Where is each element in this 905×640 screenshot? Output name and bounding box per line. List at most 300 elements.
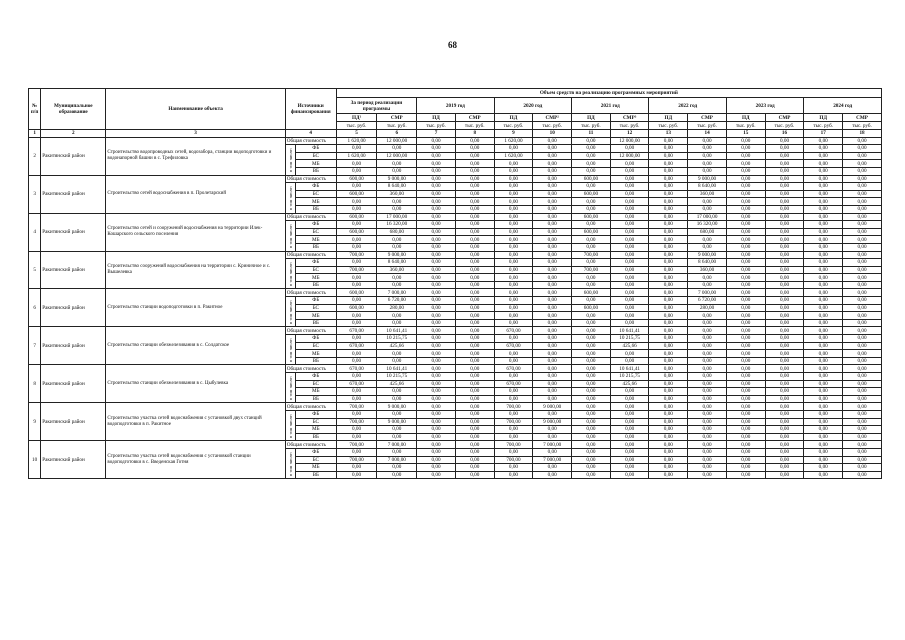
amount-cell: 0,00 xyxy=(572,448,611,456)
amount-cell: 0,00 xyxy=(804,456,843,464)
amount-cell: 0,00 xyxy=(804,145,843,153)
project-number: 4 xyxy=(29,213,41,251)
amount-cell: 0,00 xyxy=(610,175,649,183)
amount-cell: 0,00 xyxy=(843,335,882,343)
amount-cell: 0,00 xyxy=(804,342,843,350)
amount-cell: 0,00 xyxy=(688,281,727,289)
amount-cell: 0,00 xyxy=(765,152,804,160)
amount-cell: 0,00 xyxy=(804,259,843,267)
object-name-cell: Строительство сетей и сооружений водоснабжения на территории Илек-Кошарского сельского поселения xyxy=(106,213,285,251)
municipality-cell: Ракитянский район xyxy=(41,441,106,479)
amount-cell: 0,00 xyxy=(455,388,494,396)
amount-cell: 700,00 xyxy=(336,266,377,274)
amount-cell: 0,00 xyxy=(649,190,688,198)
amount-cell: 0,00 xyxy=(377,471,417,479)
amount-cell: 0,00 xyxy=(494,167,533,175)
amount-cell: 0,00 xyxy=(688,448,727,456)
amount-cell: 0,00 xyxy=(572,167,611,175)
amount-cell: 0,00 xyxy=(688,342,727,350)
amount-cell: 0,00 xyxy=(610,236,649,244)
amount-cell: 0,00 xyxy=(572,145,611,153)
amount-cell: 0,00 xyxy=(804,426,843,434)
source-label: МБ xyxy=(295,274,336,282)
amount-cell: 0,00 xyxy=(649,281,688,289)
amount-cell: 0,00 xyxy=(726,319,765,327)
amount-cell: 0,00 xyxy=(843,221,882,229)
amount-cell: 0,00 xyxy=(455,198,494,206)
amount-cell: 0,00 xyxy=(494,448,533,456)
amount-cell: 10 641,41 xyxy=(610,365,649,373)
amount-cell: 0,00 xyxy=(455,357,494,365)
amount-cell: 600,00 xyxy=(336,289,377,297)
header-municipality: Муниципальное образование xyxy=(41,89,106,130)
amount-cell: 7 000,00 xyxy=(533,441,572,449)
amount-cell: 0,00 xyxy=(572,319,611,327)
amount-cell: 0,00 xyxy=(649,183,688,191)
column-number: 2 xyxy=(41,130,106,138)
amount-cell: 0,00 xyxy=(494,236,533,244)
amount-cell: 600,00 xyxy=(336,190,377,198)
amount-cell: 0,00 xyxy=(455,380,494,388)
amount-cell: 0,00 xyxy=(688,274,727,282)
amount-cell: 0,00 xyxy=(336,145,377,153)
amount-cell: 0,00 xyxy=(649,410,688,418)
amount-cell: 0,00 xyxy=(804,175,843,183)
amount-cell: 0,00 xyxy=(726,160,765,168)
source-label: МБ xyxy=(295,160,336,168)
amount-cell: 0,00 xyxy=(572,395,611,403)
column-number: 1 xyxy=(29,130,41,138)
amount-cell: 360,00 xyxy=(688,190,727,198)
amount-cell: 0,00 xyxy=(610,145,649,153)
header-unit: тыс. руб. xyxy=(843,122,882,130)
amount-cell: 0,00 xyxy=(572,433,611,441)
amount-cell: 0,00 xyxy=(843,433,882,441)
amount-cell: 0,00 xyxy=(649,403,688,411)
amount-cell: 0,00 xyxy=(455,426,494,434)
including-text: в том числе: xyxy=(287,261,293,286)
amount-cell: 0,00 xyxy=(455,152,494,160)
source-label: ФБ xyxy=(295,335,336,343)
amount-cell: 670,00 xyxy=(494,327,533,335)
amount-cell: 670,00 xyxy=(336,365,377,373)
amount-cell: 0,00 xyxy=(804,183,843,191)
including-label xyxy=(285,183,295,213)
amount-cell: 0,00 xyxy=(804,236,843,244)
amount-cell: 0,00 xyxy=(494,319,533,327)
amount-cell: 0,00 xyxy=(726,312,765,320)
including-text: в том числе: xyxy=(287,337,293,362)
including-label xyxy=(285,410,295,440)
amount-cell: 0,00 xyxy=(610,395,649,403)
total-cost-label: Общая стоимость xyxy=(285,365,336,373)
source-label: БС xyxy=(295,304,336,312)
amount-cell: 280,00 xyxy=(377,304,417,312)
amount-cell: 16 320,00 xyxy=(377,221,417,229)
amount-cell: 0,00 xyxy=(804,373,843,381)
amount-cell: 0,00 xyxy=(455,441,494,449)
amount-cell: 0,00 xyxy=(688,373,727,381)
amount-cell: 0,00 xyxy=(843,350,882,358)
amount-cell: 0,00 xyxy=(649,228,688,236)
amount-cell: 0,00 xyxy=(572,236,611,244)
column-number: 4 xyxy=(285,130,336,138)
amount-cell: 0,00 xyxy=(494,259,533,267)
amount-cell: 0,00 xyxy=(649,395,688,403)
amount-cell: 1 620,00 xyxy=(336,137,377,145)
amount-cell: 0,00 xyxy=(726,167,765,175)
amount-cell: 0,00 xyxy=(804,152,843,160)
amount-cell: 0,00 xyxy=(377,319,417,327)
amount-cell: 0,00 xyxy=(843,418,882,426)
header-sources: Источники финансирования xyxy=(285,89,336,130)
amount-cell: 0,00 xyxy=(649,471,688,479)
amount-cell: 0,00 xyxy=(843,160,882,168)
amount-cell: 0,00 xyxy=(455,251,494,259)
amount-cell: 0,00 xyxy=(804,395,843,403)
amount-cell: 0,00 xyxy=(417,190,456,198)
amount-cell: 0,00 xyxy=(455,205,494,213)
amount-cell: 425,66 xyxy=(377,380,417,388)
amount-cell: 0,00 xyxy=(843,243,882,251)
amount-cell: 6 720,00 xyxy=(688,297,727,305)
amount-cell: 0,00 xyxy=(533,448,572,456)
amount-cell: 0,00 xyxy=(533,183,572,191)
amount-cell: 0,00 xyxy=(610,243,649,251)
amount-cell: 0,00 xyxy=(765,266,804,274)
amount-cell: 0,00 xyxy=(610,350,649,358)
amount-cell: 680,00 xyxy=(688,228,727,236)
amount-cell: 0,00 xyxy=(804,365,843,373)
amount-cell: 0,00 xyxy=(572,373,611,381)
amount-cell: 0,00 xyxy=(649,297,688,305)
amount-cell: 0,00 xyxy=(804,251,843,259)
amount-cell: 0,00 xyxy=(843,205,882,213)
table-row xyxy=(29,137,882,145)
amount-cell: 0,00 xyxy=(610,297,649,305)
amount-cell: 0,00 xyxy=(572,388,611,396)
amount-cell: 0,00 xyxy=(455,243,494,251)
amount-cell: 0,00 xyxy=(494,350,533,358)
amount-cell: 0,00 xyxy=(417,274,456,282)
table-row xyxy=(29,327,882,335)
amount-cell: 0,00 xyxy=(688,243,727,251)
amount-cell: 0,00 xyxy=(417,388,456,396)
amount-cell: 0,00 xyxy=(610,304,649,312)
table-row xyxy=(29,175,882,183)
amount-cell: 0,00 xyxy=(417,433,456,441)
amount-cell: 700,00 xyxy=(494,456,533,464)
amount-cell: 0,00 xyxy=(610,281,649,289)
header-pd-cmr: СМР² xyxy=(533,114,572,122)
amount-cell: 0,00 xyxy=(533,145,572,153)
amount-cell: 8 640,00 xyxy=(688,183,727,191)
amount-cell: 0,00 xyxy=(377,357,417,365)
amount-cell: 0,00 xyxy=(417,175,456,183)
amount-cell: 0,00 xyxy=(336,221,377,229)
amount-cell: 9 000,00 xyxy=(377,418,417,426)
amount-cell: 0,00 xyxy=(494,395,533,403)
amount-cell: 0,00 xyxy=(726,175,765,183)
amount-cell: 0,00 xyxy=(765,426,804,434)
amount-cell: 0,00 xyxy=(804,213,843,221)
project-number: 6 xyxy=(29,289,41,327)
including-text: в том числе: xyxy=(287,413,293,438)
header-year: 2023 год xyxy=(726,98,803,114)
amount-cell: 0,00 xyxy=(843,213,882,221)
total-cost-label: Общая стоимость xyxy=(285,441,336,449)
amount-cell: 0,00 xyxy=(336,243,377,251)
amount-cell: 0,00 xyxy=(572,335,611,343)
amount-cell: 0,00 xyxy=(726,304,765,312)
amount-cell: 0,00 xyxy=(336,426,377,434)
amount-cell: 0,00 xyxy=(572,327,611,335)
amount-cell: 0,00 xyxy=(843,289,882,297)
amount-cell: 600,00 xyxy=(336,175,377,183)
amount-cell: 0,00 xyxy=(843,464,882,472)
amount-cell: 0,00 xyxy=(494,335,533,343)
amount-cell: 10 215,75 xyxy=(377,373,417,381)
header-pd-cmr: СМР³ xyxy=(610,114,649,122)
amount-cell: 0,00 xyxy=(533,251,572,259)
header-year: 2019 год xyxy=(417,98,494,114)
amount-cell: 0,00 xyxy=(610,274,649,282)
total-cost-label: Общая стоимость xyxy=(285,175,336,183)
amount-cell: 670,00 xyxy=(336,380,377,388)
amount-cell: 0,00 xyxy=(688,205,727,213)
amount-cell: 0,00 xyxy=(494,373,533,381)
amount-cell: 8 640,00 xyxy=(377,183,417,191)
amount-cell: 0,00 xyxy=(494,464,533,472)
column-number: 3 xyxy=(106,130,285,138)
amount-cell: 0,00 xyxy=(455,137,494,145)
amount-cell: 425,66 xyxy=(610,380,649,388)
amount-cell: 0,00 xyxy=(533,236,572,244)
amount-cell: 670,00 xyxy=(494,342,533,350)
amount-cell: 0,00 xyxy=(455,373,494,381)
column-number: 16 xyxy=(765,130,804,138)
amount-cell: 0,00 xyxy=(533,464,572,472)
municipality-cell: Ракитянский район xyxy=(41,365,106,403)
amount-cell: 425,66 xyxy=(610,342,649,350)
including-label xyxy=(285,373,295,403)
header-unit: тыс. руб. xyxy=(336,122,377,130)
column-number: 15 xyxy=(726,130,765,138)
amount-cell: 0,00 xyxy=(377,281,417,289)
amount-cell: 0,00 xyxy=(649,426,688,434)
amount-cell: 0,00 xyxy=(610,471,649,479)
amount-cell: 0,00 xyxy=(417,297,456,305)
source-label: ФБ xyxy=(295,410,336,418)
header-pd-cmr: ПД xyxy=(726,114,765,122)
amount-cell: 0,00 xyxy=(533,281,572,289)
table-header xyxy=(29,89,882,138)
amount-cell: 0,00 xyxy=(377,236,417,244)
amount-cell: 0,00 xyxy=(688,160,727,168)
amount-cell: 0,00 xyxy=(417,342,456,350)
amount-cell: 0,00 xyxy=(533,152,572,160)
amount-cell: 0,00 xyxy=(804,319,843,327)
object-name-cell: Строительство сооружений водоснабжения на территории с. Криничное и с. Вышелевка xyxy=(106,251,285,289)
amount-cell: 0,00 xyxy=(726,433,765,441)
header-pd-cmr: СМР xyxy=(455,114,494,122)
column-number: 10 xyxy=(533,130,572,138)
amount-cell: 0,00 xyxy=(377,198,417,206)
amount-cell: 0,00 xyxy=(843,145,882,153)
amount-cell: 0,00 xyxy=(610,312,649,320)
amount-cell: 0,00 xyxy=(688,471,727,479)
amount-cell: 0,00 xyxy=(649,205,688,213)
amount-cell: 0,00 xyxy=(765,342,804,350)
source-label: МБ xyxy=(295,426,336,434)
amount-cell: 0,00 xyxy=(688,319,727,327)
amount-cell: 9 000,00 xyxy=(688,251,727,259)
header-pd-cmr: ПД xyxy=(494,114,533,122)
amount-cell: 0,00 xyxy=(843,137,882,145)
amount-cell: 0,00 xyxy=(765,183,804,191)
amount-cell: 0,00 xyxy=(455,433,494,441)
amount-cell: 0,00 xyxy=(688,464,727,472)
amount-cell: 0,00 xyxy=(843,357,882,365)
amount-cell: 0,00 xyxy=(417,213,456,221)
amount-cell: 0,00 xyxy=(726,471,765,479)
amount-cell: 0,00 xyxy=(804,448,843,456)
amount-cell: 0,00 xyxy=(610,418,649,426)
total-cost-label: Общая стоимость xyxy=(285,137,336,145)
project-number: 7 xyxy=(29,327,41,365)
amount-cell: 0,00 xyxy=(610,388,649,396)
municipality-cell: Ракитянский район xyxy=(41,213,106,251)
amount-cell: 0,00 xyxy=(572,152,611,160)
amount-cell: 0,00 xyxy=(533,137,572,145)
amount-cell: 0,00 xyxy=(649,388,688,396)
amount-cell: 0,00 xyxy=(455,395,494,403)
amount-cell: 0,00 xyxy=(494,243,533,251)
amount-cell: 0,00 xyxy=(533,388,572,396)
amount-cell: 280,00 xyxy=(688,304,727,312)
amount-cell: 0,00 xyxy=(843,251,882,259)
amount-cell: 0,00 xyxy=(455,190,494,198)
amount-cell: 16 320,00 xyxy=(688,221,727,229)
amount-cell: 0,00 xyxy=(843,274,882,282)
column-number: 8 xyxy=(455,130,494,138)
amount-cell: 0,00 xyxy=(649,137,688,145)
amount-cell: 0,00 xyxy=(804,418,843,426)
amount-cell: 0,00 xyxy=(649,365,688,373)
amount-cell: 0,00 xyxy=(494,274,533,282)
amount-cell: 0,00 xyxy=(533,350,572,358)
amount-cell: 0,00 xyxy=(455,403,494,411)
header-unit: тыс. руб. xyxy=(726,122,765,130)
amount-cell: 0,00 xyxy=(417,281,456,289)
amount-cell: 0,00 xyxy=(455,464,494,472)
amount-cell: 0,00 xyxy=(455,259,494,267)
amount-cell: 0,00 xyxy=(649,274,688,282)
amount-cell: 0,00 xyxy=(765,205,804,213)
amount-cell: 0,00 xyxy=(649,312,688,320)
amount-cell: 0,00 xyxy=(726,236,765,244)
amount-cell: 0,00 xyxy=(455,327,494,335)
amount-cell: 0,00 xyxy=(417,335,456,343)
amount-cell: 0,00 xyxy=(377,167,417,175)
amount-cell: 0,00 xyxy=(843,319,882,327)
column-number: 13 xyxy=(649,130,688,138)
amount-cell: 0,00 xyxy=(726,448,765,456)
amount-cell: 0,00 xyxy=(494,304,533,312)
amount-cell: 0,00 xyxy=(572,471,611,479)
amount-cell: 12 000,00 xyxy=(610,152,649,160)
amount-cell: 0,00 xyxy=(649,152,688,160)
amount-cell: 0,00 xyxy=(572,418,611,426)
amount-cell: 0,00 xyxy=(455,448,494,456)
amount-cell: 0,00 xyxy=(804,304,843,312)
amount-cell: 0,00 xyxy=(843,471,882,479)
amount-cell: 0,00 xyxy=(765,327,804,335)
amount-cell: 0,00 xyxy=(494,183,533,191)
including-label xyxy=(285,448,295,478)
amount-cell: 0,00 xyxy=(804,464,843,472)
amount-cell: 0,00 xyxy=(572,410,611,418)
source-label: БС xyxy=(295,152,336,160)
amount-cell: 0,00 xyxy=(688,167,727,175)
object-name-cell: Строительство станции обезжелезивания в с. Солдатское xyxy=(106,327,285,365)
amount-cell: 0,00 xyxy=(843,183,882,191)
amount-cell: 0,00 xyxy=(765,448,804,456)
amount-cell: 0,00 xyxy=(377,145,417,153)
amount-cell: 0,00 xyxy=(417,441,456,449)
source-label: БС xyxy=(295,418,336,426)
amount-cell: 0,00 xyxy=(494,471,533,479)
amount-cell: 1 620,00 xyxy=(494,137,533,145)
header-pd-cmr: СМР xyxy=(765,114,804,122)
including-label xyxy=(285,259,295,289)
table-row xyxy=(29,213,882,221)
amount-cell: 0,00 xyxy=(765,380,804,388)
amount-cell: 0,00 xyxy=(494,205,533,213)
amount-cell: 0,00 xyxy=(843,373,882,381)
amount-cell: 0,00 xyxy=(377,243,417,251)
amount-cell: 0,00 xyxy=(494,266,533,274)
source-label: МБ xyxy=(295,388,336,396)
amount-cell: 0,00 xyxy=(336,357,377,365)
amount-cell: 700,00 xyxy=(336,251,377,259)
amount-cell: 0,00 xyxy=(726,243,765,251)
amount-cell: 0,00 xyxy=(417,259,456,267)
amount-cell: 700,00 xyxy=(494,418,533,426)
amount-cell: 0,00 xyxy=(610,403,649,411)
amount-cell: 0,00 xyxy=(533,410,572,418)
amount-cell: 0,00 xyxy=(417,373,456,381)
amount-cell: 0,00 xyxy=(533,274,572,282)
amount-cell: 0,00 xyxy=(572,426,611,434)
including-label xyxy=(285,297,295,327)
amount-cell: 0,00 xyxy=(765,365,804,373)
municipality-cell: Ракитянский район xyxy=(41,327,106,365)
amount-cell: 0,00 xyxy=(377,388,417,396)
amount-cell: 0,00 xyxy=(804,350,843,358)
amount-cell: 0,00 xyxy=(377,160,417,168)
amount-cell: 0,00 xyxy=(417,137,456,145)
project-number: 10 xyxy=(29,441,41,479)
amount-cell: 0,00 xyxy=(455,221,494,229)
amount-cell: 0,00 xyxy=(649,342,688,350)
amount-cell: 0,00 xyxy=(765,145,804,153)
amount-cell: 6 720,00 xyxy=(377,297,417,305)
amount-cell: 425,66 xyxy=(377,342,417,350)
amount-cell: 0,00 xyxy=(336,335,377,343)
amount-cell: 0,00 xyxy=(726,418,765,426)
amount-cell: 600,00 xyxy=(336,228,377,236)
